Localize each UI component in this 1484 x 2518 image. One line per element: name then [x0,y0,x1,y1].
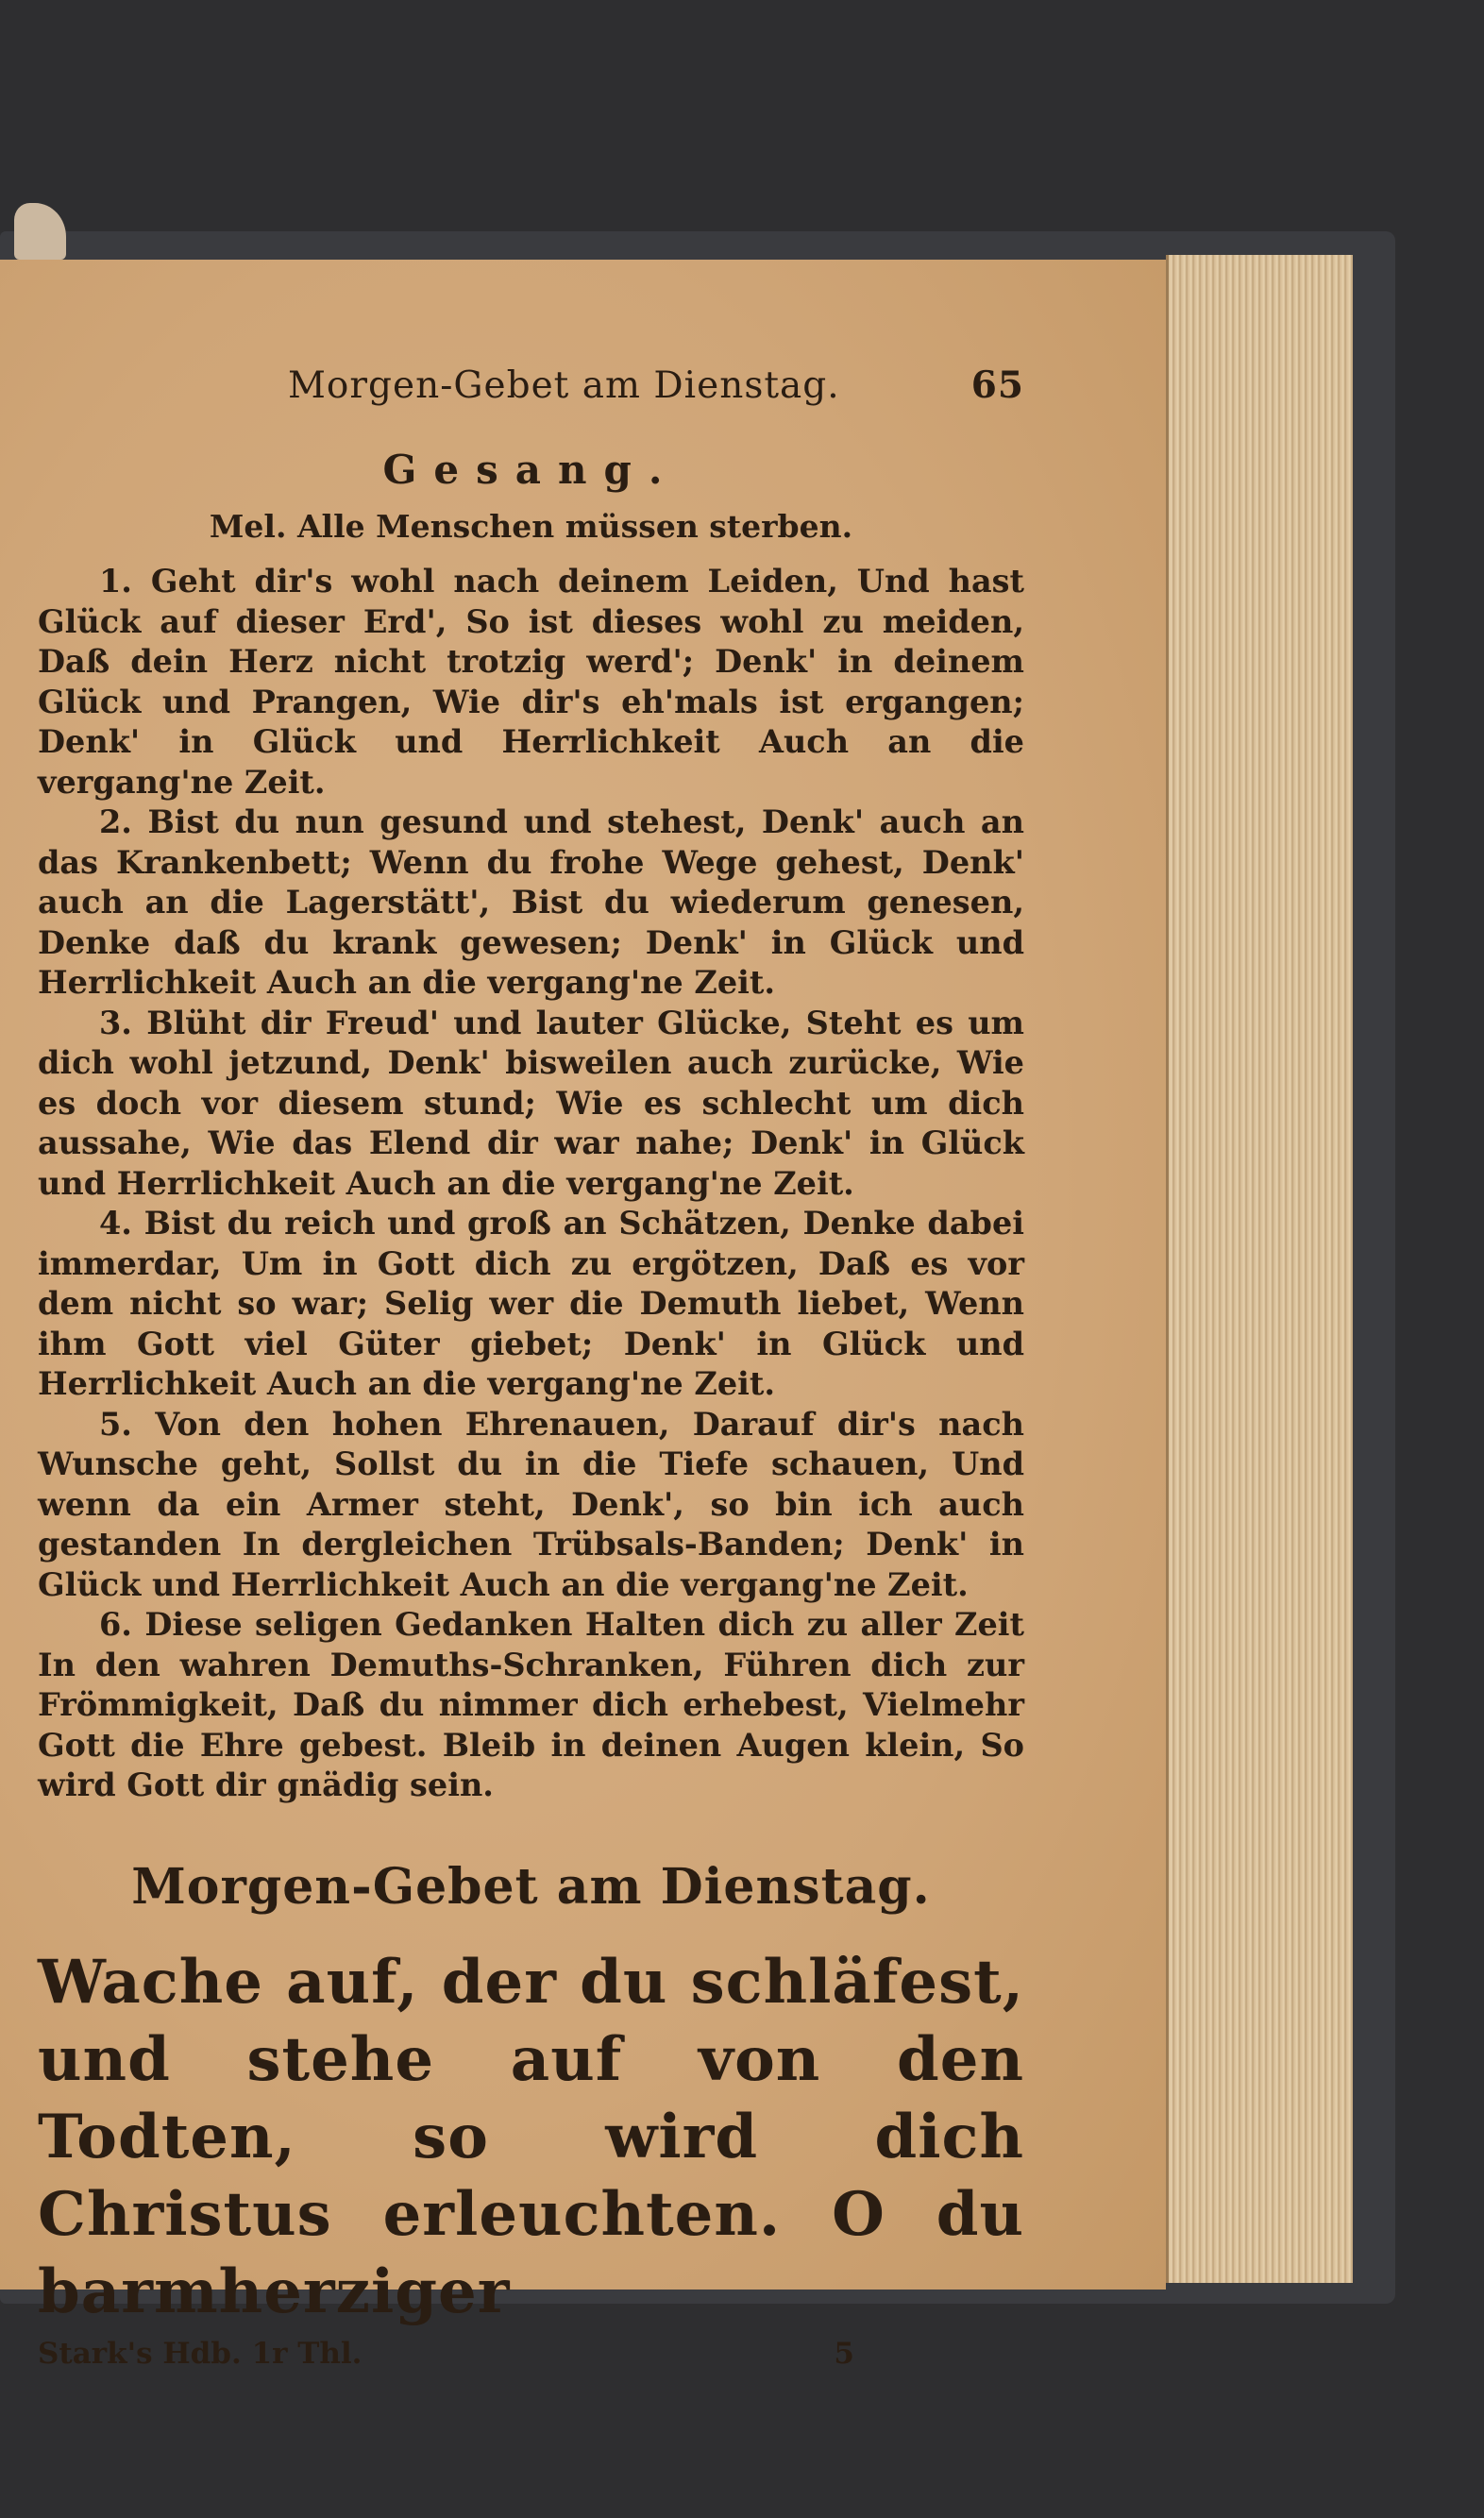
footer-signature: Stark's Hdb. 1r Thl. [38,2336,363,2371]
running-head [288,363,1024,407]
verse-6: 6. Diese seligen Gedanken Halten dich zu aller Zeit In den wahren Demuths-Schranken, Führen dich zur Frömmigkeit, Daß du nimmer dich erhebest, Vielmehr Gott die Ehre gebest. Bleib in deinen Augen klein, So wird Gott dir gnädig sein. [38,1606,1024,1803]
melody-line: Mel. Alle Menschen müssen sterben. [209,508,853,545]
book-page [0,260,1166,2371]
bookmark-ribbon [14,203,66,260]
verse-3: 3. Blüht dir Freud' und lauter Glücke, Steht es um dich wohl jetzund, Denk' bisweilen auch zurücke, Wie es doch vor diesem stund; Wie es schlecht um dich aussahe, Wie das Elend dir war nahe; Denk' in Glück und Herrlichkeit Auch an die vergang'ne Zeit. [38,1004,1024,1202]
verse-2: 2. Bist du nun gesund und stehest, Denk' auch an das Krankenbett; Wenn du frohe Wege gehest, Denk' auch an die Lagerstätt', Bist du wiederum genesen, Denke daß du krank gewesen; Denk' in Glück und Herrlichkeit Auch an die vergang'ne Zeit. [38,803,1024,1001]
verse-1: 1. Geht dir's wohl nach deinem Leiden, Und hast Glück auf dieser Erd', So ist dieses wohl zu meiden, Daß dein Herz nicht trotzig werd'; Denk' in deinem Glück und Prangen, Wie dir's eh'mals ist ergangen; Denk' in Glück und Herrlichkeit Auch an die vergang'ne Zeit. [38,563,1024,801]
text-block [38,363,1024,2371]
verse-4: 4. Bist du reich und groß an Schätzen, Denke dabei immerdar, Um in Gott dich zu ergötzen, Daß es vor dem nicht so war; Selig wer die Demuth liebet, Wenn ihm Gott viel Güter giebet; Denk' in Glück und Herrlichkeit Auch an die vergang'ne Zeit. [38,1205,1024,1402]
hymn-verses [38,562,1024,1806]
page-footer [38,2337,1024,2371]
running-head-title: Morgen-Gebet am Dienstag. [288,364,840,407]
verse-5: 5. Von den hohen Ehrenauen, Darauf dir's nach Wunsche geht, Sollst du in die Tiefe schauen, Und wenn da ein Armer steht, Denk', so bin ich auch gestanden In dergleichen Trübsals-Banden; Denk' in Glück und Herrlichkeit Auch an die vergang'ne Zeit. [38,1405,1024,1603]
prayer-title: Morgen-Gebet am Dienstag. [131,1857,931,1916]
page-number: 65 [970,363,1024,407]
prayer-text: Wache auf, der du schläfest, und stehe auf von den Todten, so wird dich Christus erleuchten. O du barmherziger [38,1946,1024,2327]
footer-sheet-number: 5 [834,2336,854,2371]
section-title: Gesang. [382,447,680,493]
page-edges [1166,255,1353,2283]
